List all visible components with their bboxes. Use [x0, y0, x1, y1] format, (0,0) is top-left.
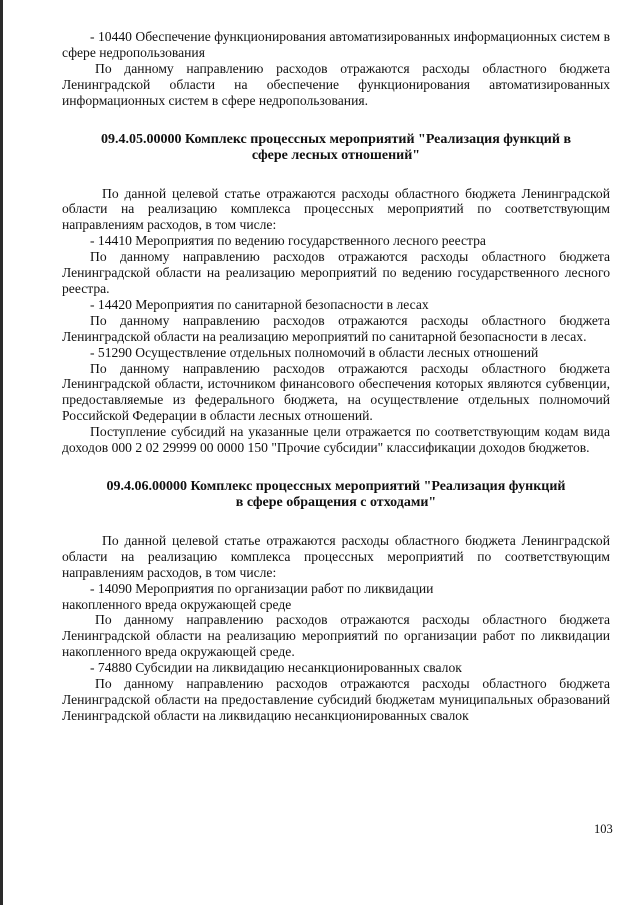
expense-description: По данному направлению расходов отражаются расходы областного бюджета Ленинградской области на обеспечение функционирования автоматизированных информационных систем в сфере недропользования.: [62, 60, 610, 108]
expense-description: По данному направлению расходов отражаются расходы областного бюджета Ленинградской области на реализацию мероприятий по ведению государственного лесного реестра.: [62, 249, 610, 296]
section-intro: По данной целевой статье отражаются расходы областного бюджета Ленинградской области на реализацию комплекса процессных мероприятий по соответствующим направлениям расходов, в том числе:: [62, 185, 610, 233]
expense-description: По данному направлению расходов отражаются расходы областного бюджета Ленинградской области на реализацию мероприятий по организации работ по ликвидации накопленного вреда окружающей среде.: [62, 612, 610, 660]
expense-description: По данному направлению расходов отражаются расходы областного бюджета Ленинградской области на реализацию мероприятий по санитарной безопасности в лесах.: [62, 312, 610, 344]
expense-item-line-1: - 14090 Мероприятия по организации работ по ликвидации: [90, 580, 434, 596]
document-body: [62, 29, 610, 724]
heading-line-2: в сфере обращения с отходами": [235, 494, 437, 510]
expense-description: По данному направлению расходов отражаются расходы областного бюджета Ленинградской области на предоставление субсидий бюджетам муниципальных образований Ленинградской области на ликвидацию несанкционированных свалок: [62, 676, 610, 723]
subsidy-income-note: Поступление субсидий на указанные цели отражается по соответствующим кодам вида доходов 000 2 02 29999 00 0000 150 "Прочие субсидии" классификации доходов бюджетов.: [62, 424, 610, 456]
heading-line-1: 09.4.06.00000 Комплекс процессных мероприятий "Реализация функций: [106, 478, 566, 494]
expense-item-51290: - 51290 Осуществление отдельных полномочий в области лесных отношений: [90, 344, 539, 360]
expense-item-14420: - 14420 Мероприятия по санитарной безопасности в лесах: [90, 296, 429, 312]
expense-item-10440: - 10440 Обеспечение функционирования автоматизированных информационных систем в сфере недропользования: [62, 29, 610, 60]
heading-line-1: 09.4.05.00000 Комплекс процессных мероприятий "Реализация функций в: [100, 131, 572, 147]
page-number: 103: [594, 822, 613, 836]
heading-line-2: сфере лесных отношений": [251, 147, 421, 163]
expense-item-74880: - 74880 Субсидии на ликвидацию несанкционированных свалок: [90, 660, 462, 676]
expense-item-line-2: накопленного вреда окружающей среде: [62, 596, 292, 612]
section-heading-09-4-06: [62, 479, 610, 511]
expense-item-14090: [62, 581, 610, 613]
section-heading-09-4-05: [62, 132, 610, 164]
expense-item-14410: - 14410 Мероприятия по ведению государственного лесного реестра: [90, 233, 486, 249]
section-intro: По данной целевой статье отражаются расходы областного бюджета Ленинградской области на реализацию комплекса процессных мероприятий по соответствующим направлениям расходов, в том числе:: [62, 532, 610, 580]
expense-description: По данному направлению расходов отражаются расходы областного бюджета Ленинградской области, источником финансового обеспечения которых являются субвенции, предоставляемые из федерального бюджета, на осуществление отдельных полномочий Российской Федерации в области лесных отношений.: [62, 360, 610, 424]
scan-margin-line: [0, 0, 3, 905]
